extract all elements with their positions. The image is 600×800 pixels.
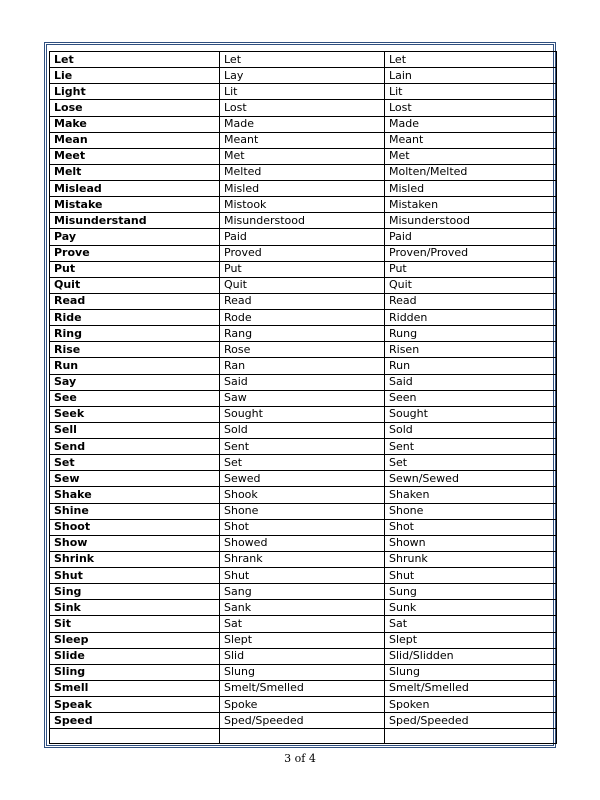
- verb-past-participle: Lit: [385, 84, 557, 100]
- verb-past-participle: Made: [385, 116, 557, 132]
- verb-past-simple: Shut: [220, 568, 385, 584]
- verb-past-participle: Sold: [385, 422, 557, 438]
- verb-past-participle: Set: [385, 455, 557, 471]
- table-row: [50, 181, 557, 197]
- table-row: [50, 293, 557, 309]
- verb-base-form: Shut: [50, 568, 220, 584]
- verb-past-simple: Slung: [220, 664, 385, 680]
- verb-past-participle: Quit: [385, 277, 557, 293]
- verb-past-participle: Shot: [385, 519, 557, 535]
- verb-base-form: Sell: [50, 422, 220, 438]
- table-row: [50, 439, 557, 455]
- verb-base-form: Shoot: [50, 519, 220, 535]
- table-row: [50, 422, 557, 438]
- verb-base-form: See: [50, 390, 220, 406]
- verb-past-simple: Lit: [220, 84, 385, 100]
- verb-past-participle: Shaken: [385, 487, 557, 503]
- verb-past-participle: Rung: [385, 326, 557, 342]
- verb-past-simple: Rode: [220, 310, 385, 326]
- verb-base-form: Seek: [50, 406, 220, 422]
- verb-base-form: Sling: [50, 664, 220, 680]
- table-row: [50, 132, 557, 148]
- verb-base-form: Light: [50, 84, 220, 100]
- verb-past-simple: Let: [220, 52, 385, 68]
- table-row: [50, 487, 557, 503]
- verb-past-simple: Showed: [220, 535, 385, 551]
- empty-cell: [50, 729, 220, 744]
- verb-base-form: Smell: [50, 680, 220, 696]
- verb-past-participle: Sewn/Sewed: [385, 471, 557, 487]
- table-row: [50, 358, 557, 374]
- verb-past-simple: Met: [220, 148, 385, 164]
- verb-past-participle: Met: [385, 148, 557, 164]
- verb-past-simple: Sent: [220, 439, 385, 455]
- verb-base-form: Shake: [50, 487, 220, 503]
- table-row: [50, 648, 557, 664]
- verb-past-simple: Misled: [220, 181, 385, 197]
- verb-base-form: Sleep: [50, 632, 220, 648]
- verb-past-simple: Lay: [220, 68, 385, 84]
- table-row: [50, 310, 557, 326]
- verb-past-participle: Proven/Proved: [385, 245, 557, 261]
- verb-past-simple: Smelt/Smelled: [220, 680, 385, 696]
- verb-past-participle: Slung: [385, 664, 557, 680]
- verb-past-simple: Spoke: [220, 697, 385, 713]
- verb-base-form: Mislead: [50, 181, 220, 197]
- verb-past-participle: Read: [385, 293, 557, 309]
- table-row: [50, 164, 557, 180]
- table-row: [50, 455, 557, 471]
- table-row: [50, 374, 557, 390]
- verb-past-participle: Sunk: [385, 600, 557, 616]
- verb-past-participle: Smelt/Smelled: [385, 680, 557, 696]
- verb-base-form: Show: [50, 535, 220, 551]
- verb-base-form: Lie: [50, 68, 220, 84]
- verb-past-participle: Slid/Slidden: [385, 648, 557, 664]
- verb-past-simple: Shrank: [220, 551, 385, 567]
- table-row: [50, 116, 557, 132]
- table-row: [50, 519, 557, 535]
- table-row: [50, 535, 557, 551]
- verb-past-simple: Slept: [220, 632, 385, 648]
- table-row: [50, 664, 557, 680]
- verb-base-form: Pay: [50, 229, 220, 245]
- verb-base-form: Say: [50, 374, 220, 390]
- verb-past-simple: Sank: [220, 600, 385, 616]
- empty-cell: [220, 729, 385, 744]
- verb-base-form: Lose: [50, 100, 220, 116]
- verb-past-participle: Risen: [385, 342, 557, 358]
- table-row: [50, 261, 557, 277]
- verb-base-form: Quit: [50, 277, 220, 293]
- verb-past-simple: Slid: [220, 648, 385, 664]
- verb-base-form: Ride: [50, 310, 220, 326]
- verb-base-form: Send: [50, 439, 220, 455]
- verb-base-form: Prove: [50, 245, 220, 261]
- verb-table-body: [50, 52, 557, 744]
- table-row: [50, 471, 557, 487]
- table-row: [50, 503, 557, 519]
- table-row: [50, 680, 557, 696]
- table-row: [50, 148, 557, 164]
- verb-past-simple: Sang: [220, 584, 385, 600]
- verb-past-participle: Run: [385, 358, 557, 374]
- verb-past-simple: Misunderstood: [220, 213, 385, 229]
- verb-base-form: Put: [50, 261, 220, 277]
- verb-past-simple: Melted: [220, 164, 385, 180]
- irregular-verbs-table: [49, 51, 557, 744]
- verb-base-form: Meet: [50, 148, 220, 164]
- verb-past-participle: Sat: [385, 616, 557, 632]
- verb-past-simple: Sold: [220, 422, 385, 438]
- verb-past-participle: Misled: [385, 181, 557, 197]
- verb-past-participle: Slept: [385, 632, 557, 648]
- verb-past-simple: Ran: [220, 358, 385, 374]
- table-row: [50, 84, 557, 100]
- verb-base-form: Let: [50, 52, 220, 68]
- empty-cell: [385, 729, 557, 744]
- verb-past-participle: Paid: [385, 229, 557, 245]
- table-row: [50, 68, 557, 84]
- verb-past-participle: Shone: [385, 503, 557, 519]
- verb-past-participle: Shrunk: [385, 551, 557, 567]
- empty-table-row: [50, 729, 557, 744]
- verb-past-participle: Seen: [385, 390, 557, 406]
- verb-past-simple: Rang: [220, 326, 385, 342]
- verb-past-participle: Spoken: [385, 697, 557, 713]
- verb-past-simple: Shot: [220, 519, 385, 535]
- table-row: [50, 245, 557, 261]
- verb-past-simple: Made: [220, 116, 385, 132]
- verb-past-participle: Put: [385, 261, 557, 277]
- verb-past-simple: Shook: [220, 487, 385, 503]
- verb-past-simple: Said: [220, 374, 385, 390]
- verb-base-form: Read: [50, 293, 220, 309]
- table-row: [50, 600, 557, 616]
- verb-base-form: Melt: [50, 164, 220, 180]
- verb-past-simple: Proved: [220, 245, 385, 261]
- verb-past-simple: Lost: [220, 100, 385, 116]
- verb-base-form: Sing: [50, 584, 220, 600]
- verb-past-simple: Mistook: [220, 197, 385, 213]
- verb-base-form: Make: [50, 116, 220, 132]
- page-number: 3 of 4: [284, 752, 316, 765]
- table-row: [50, 277, 557, 293]
- verb-past-participle: Mistaken: [385, 197, 557, 213]
- table-row: [50, 326, 557, 342]
- verb-past-participle: Lost: [385, 100, 557, 116]
- verb-past-participle: Said: [385, 374, 557, 390]
- table-row: [50, 406, 557, 422]
- verb-past-simple: Sped/Speeded: [220, 713, 385, 729]
- verb-past-participle: Sought: [385, 406, 557, 422]
- verb-past-participle: Sped/Speeded: [385, 713, 557, 729]
- verb-base-form: Sink: [50, 600, 220, 616]
- verb-past-participle: Ridden: [385, 310, 557, 326]
- table-row: [50, 342, 557, 358]
- verb-base-form: Sew: [50, 471, 220, 487]
- verb-past-simple: Paid: [220, 229, 385, 245]
- verb-base-form: Shrink: [50, 551, 220, 567]
- verb-past-participle: Meant: [385, 132, 557, 148]
- verb-base-form: Shine: [50, 503, 220, 519]
- verb-past-simple: Set: [220, 455, 385, 471]
- verb-base-form: Mean: [50, 132, 220, 148]
- verb-past-participle: Sung: [385, 584, 557, 600]
- verb-past-simple: Rose: [220, 342, 385, 358]
- verb-past-simple: Read: [220, 293, 385, 309]
- verb-base-form: Run: [50, 358, 220, 374]
- verb-past-simple: Put: [220, 261, 385, 277]
- verb-base-form: Set: [50, 455, 220, 471]
- verb-past-participle: Shut: [385, 568, 557, 584]
- verb-past-participle: Molten/Melted: [385, 164, 557, 180]
- verb-past-simple: Shone: [220, 503, 385, 519]
- table-row: [50, 100, 557, 116]
- table-row: [50, 568, 557, 584]
- verb-past-simple: Sewed: [220, 471, 385, 487]
- verb-base-form: Speed: [50, 713, 220, 729]
- table-row: [50, 52, 557, 68]
- verb-past-simple: Meant: [220, 132, 385, 148]
- table-row: [50, 390, 557, 406]
- verb-base-form: Speak: [50, 697, 220, 713]
- table-row: [50, 584, 557, 600]
- verb-base-form: Sit: [50, 616, 220, 632]
- table-row: [50, 616, 557, 632]
- verb-base-form: Slide: [50, 648, 220, 664]
- verb-past-participle: Sent: [385, 439, 557, 455]
- table-row: [50, 213, 557, 229]
- verb-base-form: Mistake: [50, 197, 220, 213]
- table-row: [50, 229, 557, 245]
- verb-past-participle: Misunderstood: [385, 213, 557, 229]
- verb-base-form: Misunderstand: [50, 213, 220, 229]
- table-row: [50, 551, 557, 567]
- verb-past-participle: Lain: [385, 68, 557, 84]
- table-row: [50, 197, 557, 213]
- verb-past-simple: Sat: [220, 616, 385, 632]
- table-row: [50, 713, 557, 729]
- verb-base-form: Rise: [50, 342, 220, 358]
- table-row: [50, 632, 557, 648]
- table-row: [50, 697, 557, 713]
- verb-past-simple: Saw: [220, 390, 385, 406]
- verb-past-simple: Sought: [220, 406, 385, 422]
- verb-past-participle: Shown: [385, 535, 557, 551]
- verb-base-form: Ring: [50, 326, 220, 342]
- verb-past-participle: Let: [385, 52, 557, 68]
- verb-past-simple: Quit: [220, 277, 385, 293]
